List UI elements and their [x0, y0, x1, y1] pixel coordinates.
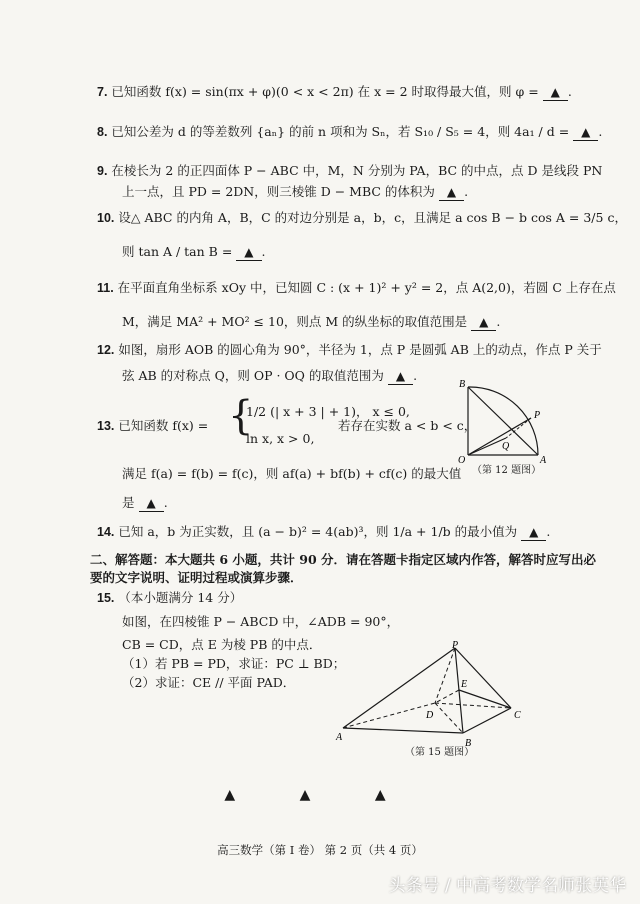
piecewise-case-2: ln x, x > 0, [246, 431, 315, 446]
figure-12-caption: （第 12 题图） [472, 465, 542, 476]
label-p: P [534, 410, 541, 421]
figure-15-caption: （第 15 题图） [405, 747, 475, 758]
page-footer: 高三数学（第 I 卷） 第 2 页（共 4 页） [217, 843, 423, 857]
question-9-line-2: 上一点，且 PD = 2DN，则三棱锥 D − MBC 的体积为 ▲ . [122, 184, 469, 199]
question-15: 15. （本小题满分 14 分） [97, 590, 243, 605]
question-10: 10. 设△ ABC 的内角 A，B，C 的对边分别是 a，b，c，且满足 a cos B − b cos A = 3/5 c， [97, 210, 627, 225]
label-c: C [514, 710, 521, 721]
label-p: P [452, 640, 459, 651]
question-11-line-2: M，满足 MA² + MO² ≤ 10，则点 M 的纵坐标的取值范围是 ▲ . [122, 314, 501, 329]
question-11: 11. 在平面直角坐标系 xOy 中，已知圆 C : (x + 1)² + y² = 2，点 A(2,0)，若圆 C 上存在点 [97, 280, 616, 295]
label-o: O [458, 455, 466, 466]
label-e: E [461, 679, 468, 690]
label-b: B [459, 379, 466, 390]
piecewise-brace: { [228, 393, 254, 439]
figure-15 [335, 640, 535, 750]
edge-db [435, 703, 463, 733]
question-15-part-1: （1）若 PB = PD，求证：PC ⊥ BD； [122, 656, 346, 671]
question-12-line-2: 弦 AB 的对称点 Q，则 OP · OQ 的取值范围为 ▲ . [122, 368, 418, 383]
edge-ad [343, 703, 435, 728]
question-7: 7. 已知函数 f(x) = sin(πx + φ)(0 < x < 2π) 在 x = 2 时取得最大值，则 φ = ▲ . [97, 84, 572, 99]
edge-pd [435, 648, 455, 703]
edge-bc [463, 708, 511, 733]
label-b: B [465, 738, 472, 749]
segment-ed [435, 690, 459, 703]
section-2-heading: 二、解答题：本大题共 6 小题，共计 90 分．请在答题卡指定区域内作答，解答时应写出必 [90, 552, 597, 567]
question-10-line-2: 则 tan A / tan B = ▲ . [122, 244, 266, 259]
watermark: 头条号 / 中高考数学名师张英华 [388, 876, 626, 896]
question-13-line-3: 是 ▲ . [122, 495, 168, 510]
label-d: D [426, 710, 434, 721]
question-13: 13. 已知函数 f(x) = [97, 418, 209, 433]
edge-pa [343, 648, 455, 728]
question-13-line-2: 满足 f(a) = f(b) = f(c)，则 af(a) + bf(b) + cf(c) 的最大值 [122, 466, 462, 481]
piecewise-case-1: 1/2 (| x + 3 | + 1)， x ≤ 0, [246, 404, 410, 419]
question-15-line-2: CB = CD，点 E 为棱 PB 的中点． [122, 637, 322, 652]
vector-op [468, 418, 531, 455]
label-q: Q [502, 441, 510, 452]
question-9: 9. 在棱长为 2 的正四面体 P − ABC 中，M，N 分别为 PA，BC 的中点，点 D 是线段 PN [97, 163, 603, 178]
question-13-suffix: 若存在实数 a < b < c， [338, 418, 477, 433]
section-2-heading-line-2: 要的文字说明、证明过程或演算步骤． [90, 570, 303, 585]
question-15-line-1: 如图，在四棱锥 P − ABCD 中，∠ADB = 90°， [122, 614, 400, 629]
label-a: A [336, 732, 343, 743]
vector-oq [468, 438, 506, 455]
edge-pc [455, 648, 511, 708]
question-12: 12. 如图，扇形 AOB 的圆心角为 90°，半径为 1，点 P 是圆弧 AB 上的动点，作点 P 关于 [97, 342, 602, 357]
label-a: A [540, 455, 547, 466]
question-8: 8. 已知公差为 d 的等差数列 {aₙ} 的前 n 项和为 Sₙ，若 S₁₀ / S₅ = 4，则 4a₁ / d = ▲ . [97, 124, 603, 139]
end-triangles: ▲ ▲ ▲ [224, 787, 416, 803]
edge-ab [343, 728, 463, 733]
question-15-part-2: （2）求证：CE // 平面 PAD． [122, 675, 296, 690]
question-14: 14. 已知 a，b 为正实数，且 (a − b)² = 4(ab)³，则 1/a + 1/b 的最小值为 ▲ . [97, 524, 551, 539]
